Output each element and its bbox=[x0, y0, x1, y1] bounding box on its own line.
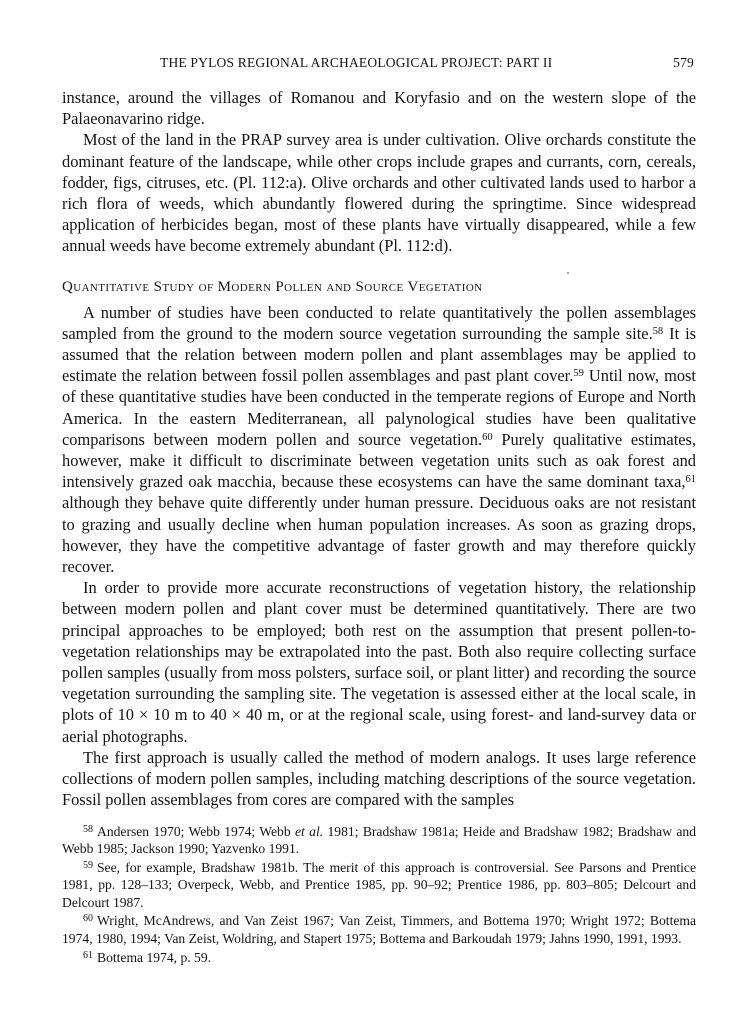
paragraph-quantitative-studies bbox=[62, 302, 696, 578]
footnote-number: 59 bbox=[83, 859, 93, 871]
p1-text-e: although they behave quite differently under human pressure. Deciduous oaks are not resistant to grazing and usually decline when human population increases. As soon as grazing drops, however, they have the competitive advantage of faster growth and may therefore quickly recover. bbox=[62, 493, 696, 577]
footnote-text: Wright, McAndrews, and Van Zeist 1967; Van Zeist, Timmers, and Bottema 1970; Wright 1972; Bottema 1974, 1980, 1994; Van Zeist, Woldring, and Stapert 1975; Bottema and Barkoudah 1979; Jahns 1990, 1991, 1993. bbox=[62, 913, 696, 947]
footnote-61 bbox=[62, 949, 696, 967]
paragraph-modern-analogs: The first approach is usually called the method of modern analogs. It uses large reference collections of modern pollen samples, including matching descriptions of the source vegetation. Fossil pollen assemblages from cores are compared with the samples bbox=[62, 747, 696, 810]
p1-text-c: Until now, most of these quantitative studies have been conducted in the temperate regions of Europe and North America. In the eastern Mediterranean, all palynological studies have been qualitative comparisons between modern pollen and source vegetation. bbox=[62, 366, 696, 449]
footnote-59 bbox=[62, 859, 696, 912]
footnote-italic: et al. bbox=[295, 823, 324, 839]
p1-text-d: Purely qualitative estimates, however, make it difficult to discriminate between vegetation units such as oak forest and intensively grazed oak macchia, because these ecosystems can have the same dominant taxa, bbox=[62, 429, 697, 492]
p1-text-b: It is assumed that the relation between modern pollen and plant assemblages may be applied to estimate the relation between fossil pollen assemblages and past plant cover. bbox=[62, 323, 697, 386]
print-speck bbox=[567, 272, 569, 274]
footnote-60 bbox=[62, 912, 696, 947]
footnote-ref-58[interactable]: 58 bbox=[652, 325, 664, 337]
footnote-text: Bottema 1974, p. 59. bbox=[97, 949, 212, 965]
footnote-number: 61 bbox=[83, 949, 93, 961]
footnote-text: Andersen 1970; Webb 1974; Webb bbox=[97, 823, 296, 839]
paragraph-continued: instance, around the villages of Romanou and Koryfasio and on the western slope of the Palaeonavarino ridge. bbox=[62, 88, 696, 129]
footnote-text: See, for example, Bradshaw 1981b. The merit of this approach is controversial. See Parsons and Prentice 1981, pp. 128–133; Overpeck, Webb, and Prentice 1985, pp. 90–92; Prentice 1986, pp. 803–805; Delcourt and Delcourt 1987. bbox=[62, 859, 696, 910]
body-text bbox=[62, 87, 696, 811]
footnote-number: 60 bbox=[83, 913, 93, 925]
footnote-58 bbox=[62, 823, 696, 858]
document-page bbox=[62, 52, 696, 967]
paragraph-two-approaches: In order to provide more accurate reconstructions of vegetation history, the relationship between modern pollen and plant cover must be determined quantitatively. There are two principal approaches to be employed; both rest on the assumption that present pollen-to-vegetation relationships may be extrapolated into the past. Both also require collecting surface pollen samples (usually from moss polsters, surface soil, or plant litter) and recording the source vegetation surrounding the sampling site. The vegetation is assessed either at the local scale, in plots of 10 × 10 m to 40 × 40 m, or at the regional scale, using forest- and land-survey data or aerial photographs. bbox=[62, 578, 696, 746]
footnote-text: 1981; Bradshaw 1981a; Heide and Bradshaw 1982; Bradshaw and Webb 1985; Jackson 1990; Yazvenko 1991. bbox=[62, 823, 697, 857]
footnote-ref-59[interactable]: 59 bbox=[573, 368, 584, 380]
footnote-ref-61[interactable]: 61 bbox=[685, 474, 696, 486]
section-heading: Quantitative Study of Modern Pollen and Source Vegetation bbox=[62, 278, 483, 295]
footnotes bbox=[62, 823, 696, 967]
page-number: 579 bbox=[673, 55, 694, 70]
footnote-number: 58 bbox=[83, 823, 93, 835]
footnote-ref-60[interactable]: 60 bbox=[482, 431, 493, 443]
running-head-title: THE PYLOS REGIONAL ARCHAEOLOGICAL PROJECT: PART II bbox=[160, 55, 553, 70]
paragraph-land-use: Most of the land in the PRAP survey area is under cultivation. Olive orchards constitute the dominant feature of the landscape, while other crops include grapes and currants, corn, cereals, fodder, figs, citruses, etc. (Pl. 112:a). Olive orchards and other cultivated lands used to harbor a rich flora of weeds, which abundantly flowered during the springtime. Since widespread application of herbicides began, most of these plants have virtually disappeared, while a few annual weeds have become extremely abundant (Pl. 112:d). bbox=[62, 130, 696, 256]
p1-text-a: A number of studies have been conducted to relate quantitatively the pollen assemblages sampled from the ground to the modern source vegetation surrounding the sample site. bbox=[62, 302, 696, 343]
running-head bbox=[62, 52, 696, 74]
